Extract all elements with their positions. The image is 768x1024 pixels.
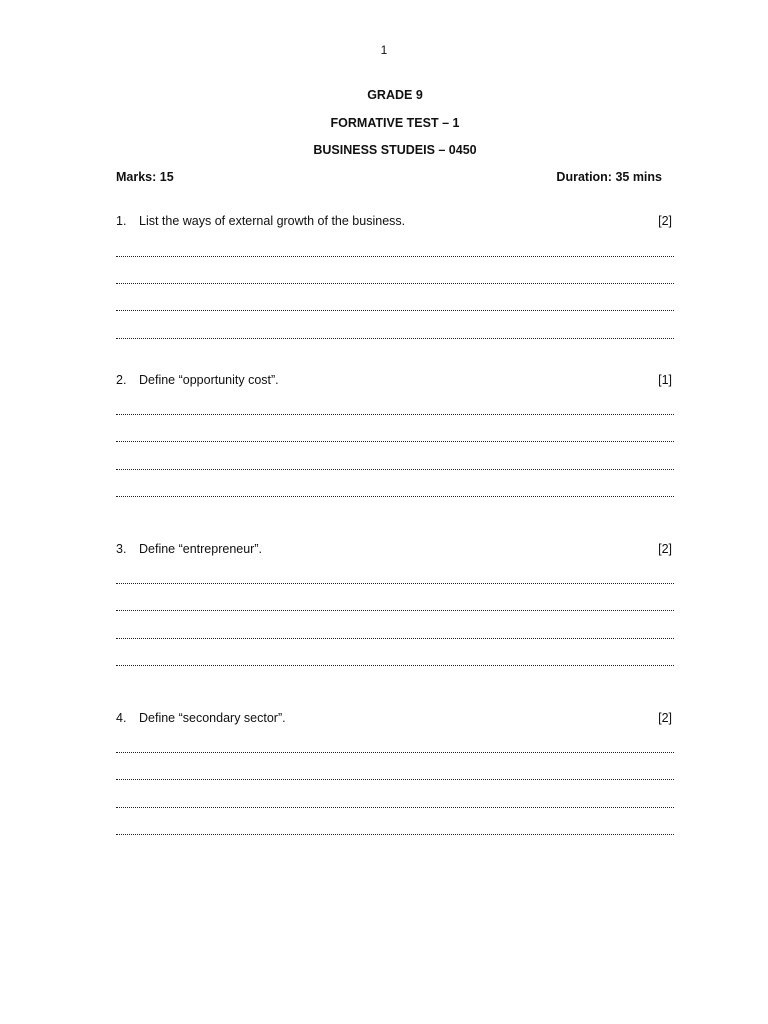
question-marks: [2] [658,214,672,228]
answer-line[interactable] [116,310,674,311]
test-title: FORMATIVE TEST – 1 [330,116,460,130]
answer-line[interactable] [116,583,674,584]
question-text: List the ways of external growth of the business. [139,214,406,228]
answer-line[interactable] [116,414,674,415]
answer-line[interactable] [116,496,674,497]
question-text: Define “secondary sector”. [139,711,286,725]
answer-line[interactable] [116,752,674,753]
question-number: 4. [116,711,127,725]
question-text: Define “entrepreneur”. [139,542,262,556]
answer-line[interactable] [116,610,674,611]
duration: Duration: 35 mins [556,170,662,184]
question-marks: [2] [658,542,672,556]
question-2 [116,373,672,391]
question-3 [116,542,672,560]
question-marks: [2] [658,711,672,725]
question-marks: [1] [658,373,672,387]
question-number: 3. [116,542,127,556]
answer-line[interactable] [116,779,674,780]
answer-line[interactable] [116,665,674,666]
page-number: 1 [380,43,388,57]
total-marks: Marks: 15 [116,170,174,184]
question-1 [116,214,672,232]
answer-line[interactable] [116,283,674,284]
question-number: 2. [116,373,127,387]
answer-line[interactable] [116,338,674,339]
answer-line[interactable] [116,256,674,257]
question-text: Define “opportunity cost”. [139,373,279,387]
answer-line[interactable] [116,834,674,835]
answer-line[interactable] [116,469,674,470]
grade-heading: GRADE 9 [367,88,423,102]
answer-line[interactable] [116,638,674,639]
question-number: 1. [116,214,127,228]
question-4 [116,711,672,729]
answer-line[interactable] [116,807,674,808]
subject-title: BUSINESS STUDEIS – 0450 [313,143,477,157]
answer-line[interactable] [116,441,674,442]
